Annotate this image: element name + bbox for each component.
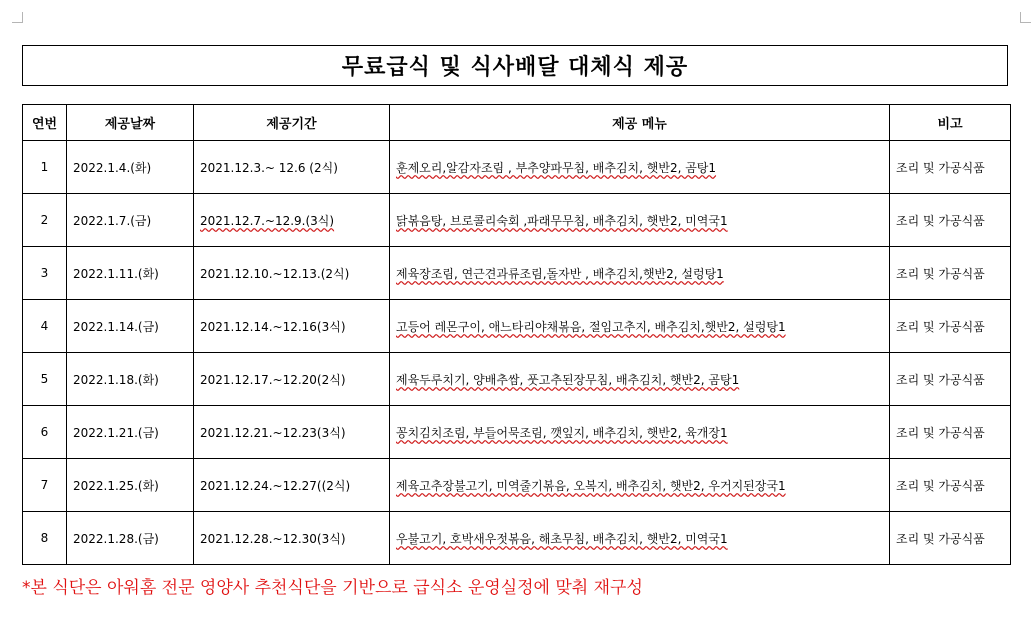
cell-date: 2022.1.21.(금) <box>67 406 194 459</box>
cell-serial-number: 1 <box>23 141 67 194</box>
cell-period: 2021.12.24.~12.27((2식) <box>194 459 390 512</box>
cell-serial-number: 3 <box>23 247 67 300</box>
menu-text: 고등어 레몬구이, 애느타리야채볶음, 절임고추지, 배추김치,햇반2, 설렁탕1 <box>396 319 786 334</box>
cell-menu <box>390 512 890 565</box>
menu-text: 닭볶음탕, 브로콜리숙회 ,파래무무침, 배추김치, 햇반2, 미역국1 <box>396 213 728 228</box>
cell-menu <box>390 247 890 300</box>
cell-note: 조리 및 가공식품 <box>890 194 1011 247</box>
header-menu: 제공 메뉴 <box>390 105 890 141</box>
header-note: 비고 <box>890 105 1011 141</box>
title-box <box>22 45 1008 86</box>
cell-menu <box>390 406 890 459</box>
table-row <box>23 459 1011 512</box>
cell-serial-number: 7 <box>23 459 67 512</box>
cell-note: 조리 및 가공식품 <box>890 406 1011 459</box>
cell-date: 2022.1.25.(화) <box>67 459 194 512</box>
cell-note: 조리 및 가공식품 <box>890 300 1011 353</box>
page-corner-mark-top-right <box>1020 12 1031 23</box>
cell-note: 조리 및 가공식품 <box>890 459 1011 512</box>
cell-period: 2021.12.3.~ 12.6 (2식) <box>194 141 390 194</box>
cell-menu <box>390 459 890 512</box>
cell-note: 조리 및 가공식품 <box>890 512 1011 565</box>
cell-date: 2022.1.11.(화) <box>67 247 194 300</box>
table-row <box>23 300 1011 353</box>
cell-period <box>194 194 390 247</box>
document-title: 무료급식 및 식사배달 대체식 제공 <box>341 55 689 80</box>
cell-period: 2021.12.14.~12.16(3식) <box>194 300 390 353</box>
table-row <box>23 512 1011 565</box>
cell-period: 2021.12.21.~12.23(3식) <box>194 406 390 459</box>
table-header-row <box>23 105 1011 141</box>
cell-serial-number: 2 <box>23 194 67 247</box>
menu-text: 우불고기, 호박새우젓볶음, 해초무침, 배추김치, 햇반2, 미역국1 <box>396 531 728 546</box>
table-row <box>23 406 1011 459</box>
page-corner-mark-top-left <box>12 12 23 23</box>
cell-serial-number: 4 <box>23 300 67 353</box>
cell-serial-number: 6 <box>23 406 67 459</box>
menu-text: 훈제오리,알감자조림 , 부추양파무침, 배추김치, 햇반2, 곰탕1 <box>396 160 717 175</box>
cell-menu <box>390 194 890 247</box>
cell-date: 2022.1.7.(금) <box>67 194 194 247</box>
table-row <box>23 353 1011 406</box>
footnote: *본 식단은 아워홈 전문 영양사 추천식단을 기반으로 급식소 운영실정에 맞춰 재구성 <box>22 578 643 598</box>
table-row <box>23 194 1011 247</box>
cell-menu <box>390 141 890 194</box>
menu-text: 제육두루치기, 양배추쌈, 풋고추된장무침, 배추김치, 햇반2, 곰탕1 <box>396 372 740 387</box>
header-period: 제공기간 <box>194 105 390 141</box>
cell-date: 2022.1.4.(화) <box>67 141 194 194</box>
cell-note: 조리 및 가공식품 <box>890 353 1011 406</box>
cell-period: 2021.12.10.~12.13.(2식) <box>194 247 390 300</box>
cell-date: 2022.1.28.(금) <box>67 512 194 565</box>
menu-text: 제육고추장불고기, 미역줄기볶음, 오복지, 배추김치, 햇반2, 우거지된장국1 <box>396 478 786 493</box>
cell-period: 2021.12.17.~12.20(2식) <box>194 353 390 406</box>
cell-date: 2022.1.14.(금) <box>67 300 194 353</box>
menu-text: 꽁치김치조림, 부들어묵조림, 깻잎지, 배추김치, 햇반2, 육개장1 <box>396 425 728 440</box>
header-serial-number: 연번 <box>23 105 67 141</box>
cell-serial-number: 5 <box>23 353 67 406</box>
header-date: 제공날짜 <box>67 105 194 141</box>
period-text: 2021.12.7.~12.9.(3식) <box>200 213 335 228</box>
cell-note: 조리 및 가공식품 <box>890 247 1011 300</box>
table-row <box>23 247 1011 300</box>
menu-text: 제육장조림, 연근견과류조림,돌자반 , 배추김치,햇반2, 설렁탕1 <box>396 266 724 281</box>
cell-serial-number: 8 <box>23 512 67 565</box>
cell-note: 조리 및 가공식품 <box>890 141 1011 194</box>
cell-date: 2022.1.18.(화) <box>67 353 194 406</box>
cell-menu <box>390 353 890 406</box>
cell-period: 2021.12.28.~12.30(3식) <box>194 512 390 565</box>
table-row <box>23 141 1011 194</box>
meal-schedule-table <box>22 104 1011 565</box>
cell-menu <box>390 300 890 353</box>
